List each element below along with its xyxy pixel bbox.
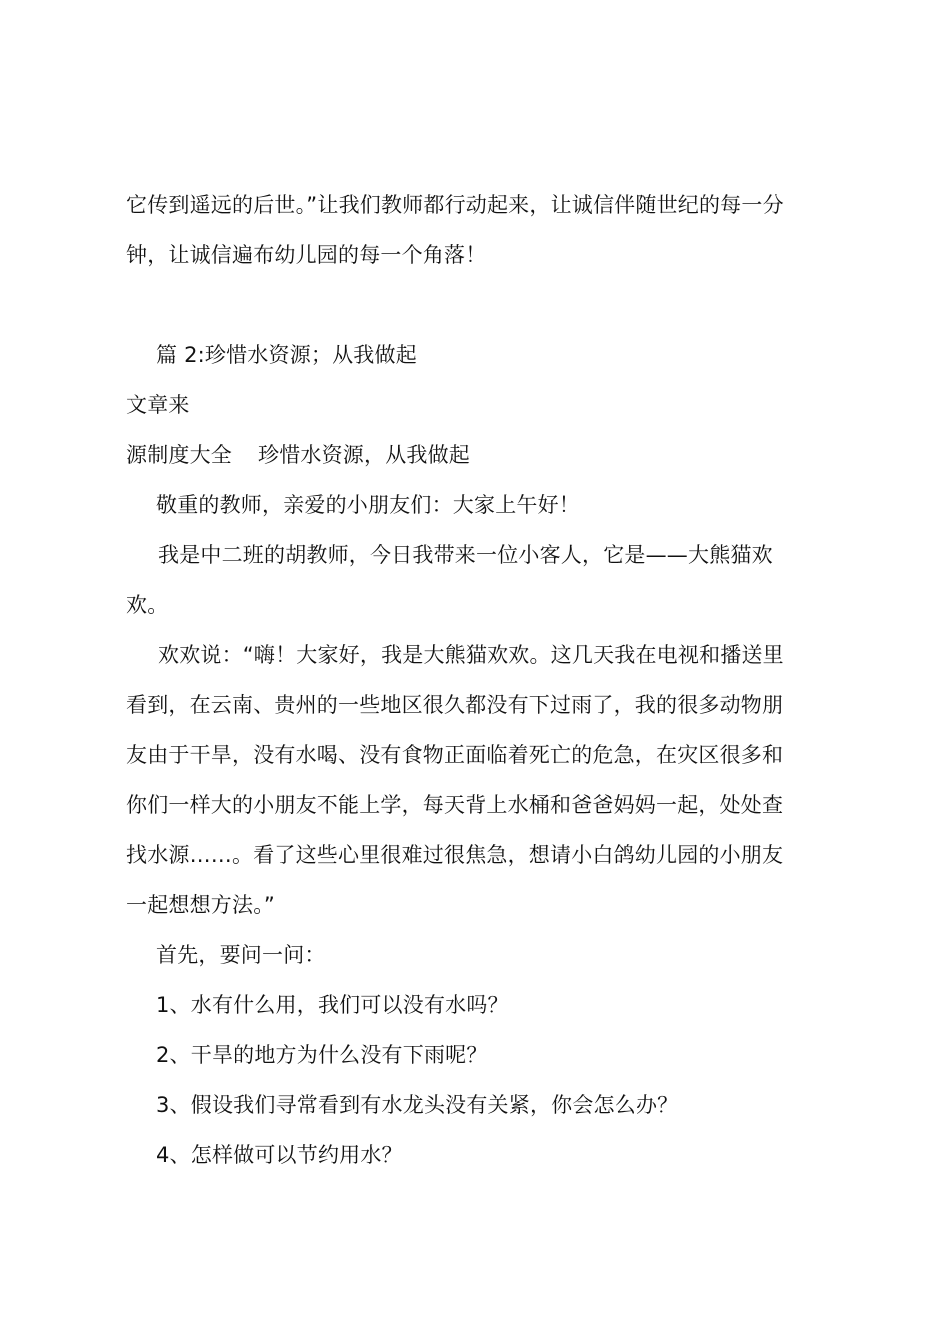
- text-line: 欢。: [126, 593, 169, 617]
- text-line: 找水源……。看了这些心里很难过很焦急，想请小白鸽幼儿园的小朋友: [126, 843, 784, 867]
- section-heading: 篇 2:珍惜水资源；从我做起: [156, 343, 417, 367]
- list-item: 1、水有什么用，我们可以没有水吗？: [156, 993, 509, 1017]
- text-line: 你们一样大的小朋友不能上学，每天背上水桶和爸爸妈妈一起，处处查: [126, 793, 784, 817]
- text-line: 看到，在云南、贵州的一些地区很久都没有下过雨了，我的很多动物朋: [126, 693, 784, 717]
- text-line: 它传到遥远的后世。”让我们教师都行动起来，让诚信伴随世纪的每一分: [126, 193, 784, 217]
- article-title: 珍惜水资源，从我做起: [258, 443, 470, 467]
- text-line: 钟，让诚信遍布幼儿园的每一个角落！: [126, 243, 487, 267]
- list-item: 2、干旱的地方为什么没有下雨呢？: [156, 1043, 488, 1067]
- text-line: 一起想想方法。”: [126, 893, 275, 917]
- text-line: 首先，要问一问：: [156, 943, 326, 967]
- greeting-line: 敬重的教师，亲爱的小朋友们：大家上午好！: [156, 493, 580, 517]
- source-title-line: [126, 440, 836, 470]
- source-label: 源制度大全: [126, 443, 232, 467]
- text-line: 我是中二班的胡教师，今日我带来一位小客人，它是——大熊猫欢: [158, 543, 773, 567]
- list-item: 4、怎样做可以节约用水？: [156, 1143, 403, 1167]
- text-line: 友由于干旱，没有水喝、没有食物正面临着死亡的危急，在灾区很多和: [126, 743, 784, 767]
- text-line: 欢欢说：“嗨！大家好，我是大熊猫欢欢。这几天我在电视和播送里: [158, 643, 784, 667]
- source-line: 文章来: [126, 393, 190, 417]
- list-item: 3、假设我们寻常看到有水龙头没有关紧，你会怎么办？: [156, 1093, 679, 1117]
